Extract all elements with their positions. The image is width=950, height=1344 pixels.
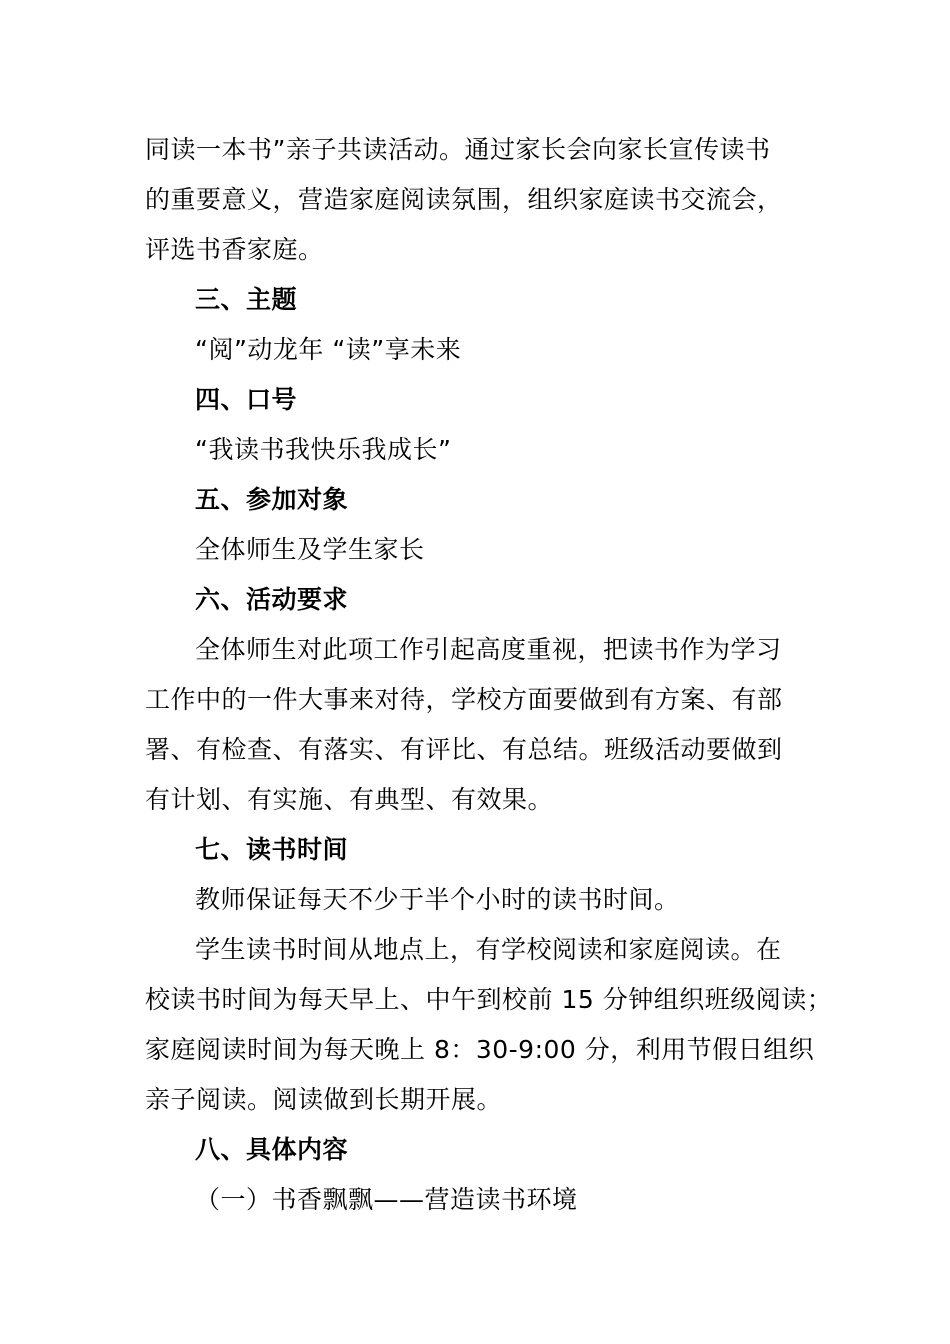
paragraph-line: 校读书时间为每天早上、中午到校前 15 分钟组织班级阅读； <box>145 985 833 1014</box>
paragraph-line: 教师保证每天不少于半个小时的读书时间。 <box>195 885 680 914</box>
section-heading-reading-time: 七、读书时间 <box>195 835 349 864</box>
section-heading-slogan: 四、口号 <box>195 385 298 414</box>
paragraph-line: 有计划、有实施、有典型、有效果。 <box>145 785 554 814</box>
paragraph-line: 评选书香家庭。 <box>145 235 324 264</box>
paragraph-line: 亲子阅读。阅读做到长期开展。 <box>145 1085 503 1114</box>
paragraph-line: 家庭阅读时间为每天晚上 8：30-9:00 分，利用节假日组织 <box>145 1035 815 1064</box>
paragraph-line: 署、有检查、有落实、有评比、有总结。班级活动要做到 <box>145 735 783 764</box>
theme-text: “阅”动龙年 “读”享未来 <box>195 335 462 364</box>
paragraph-line: 学生读书时间从地点上，有学校阅读和家庭阅读。在 <box>195 935 782 964</box>
section-heading-theme: 三、主题 <box>195 285 298 314</box>
paragraph-line: 的重要意义，营造家庭阅读氛围，组织家庭读书交流会， <box>145 185 783 214</box>
section-heading-requirements: 六、活动要求 <box>195 585 349 614</box>
section-heading-participants: 五、参加对象 <box>195 485 349 514</box>
paragraph-line: 工作中的一件大事来对待，学校方面要做到有方案、有部 <box>145 685 783 714</box>
section-heading-content: 八、具体内容 <box>195 1135 349 1164</box>
paragraph-line: 同读一本书”亲子共读活动。通过家长会向家长宣传读书 <box>145 135 771 164</box>
subsection-heading: （一）书香飘飘——营造读书环境 <box>195 1185 578 1214</box>
paragraph-line: 全体师生对此项工作引起高度重视，把读书作为学习 <box>195 635 782 664</box>
slogan-text: “我读书我快乐我成长” <box>195 435 452 464</box>
participants-text: 全体师生及学生家长 <box>195 535 425 564</box>
